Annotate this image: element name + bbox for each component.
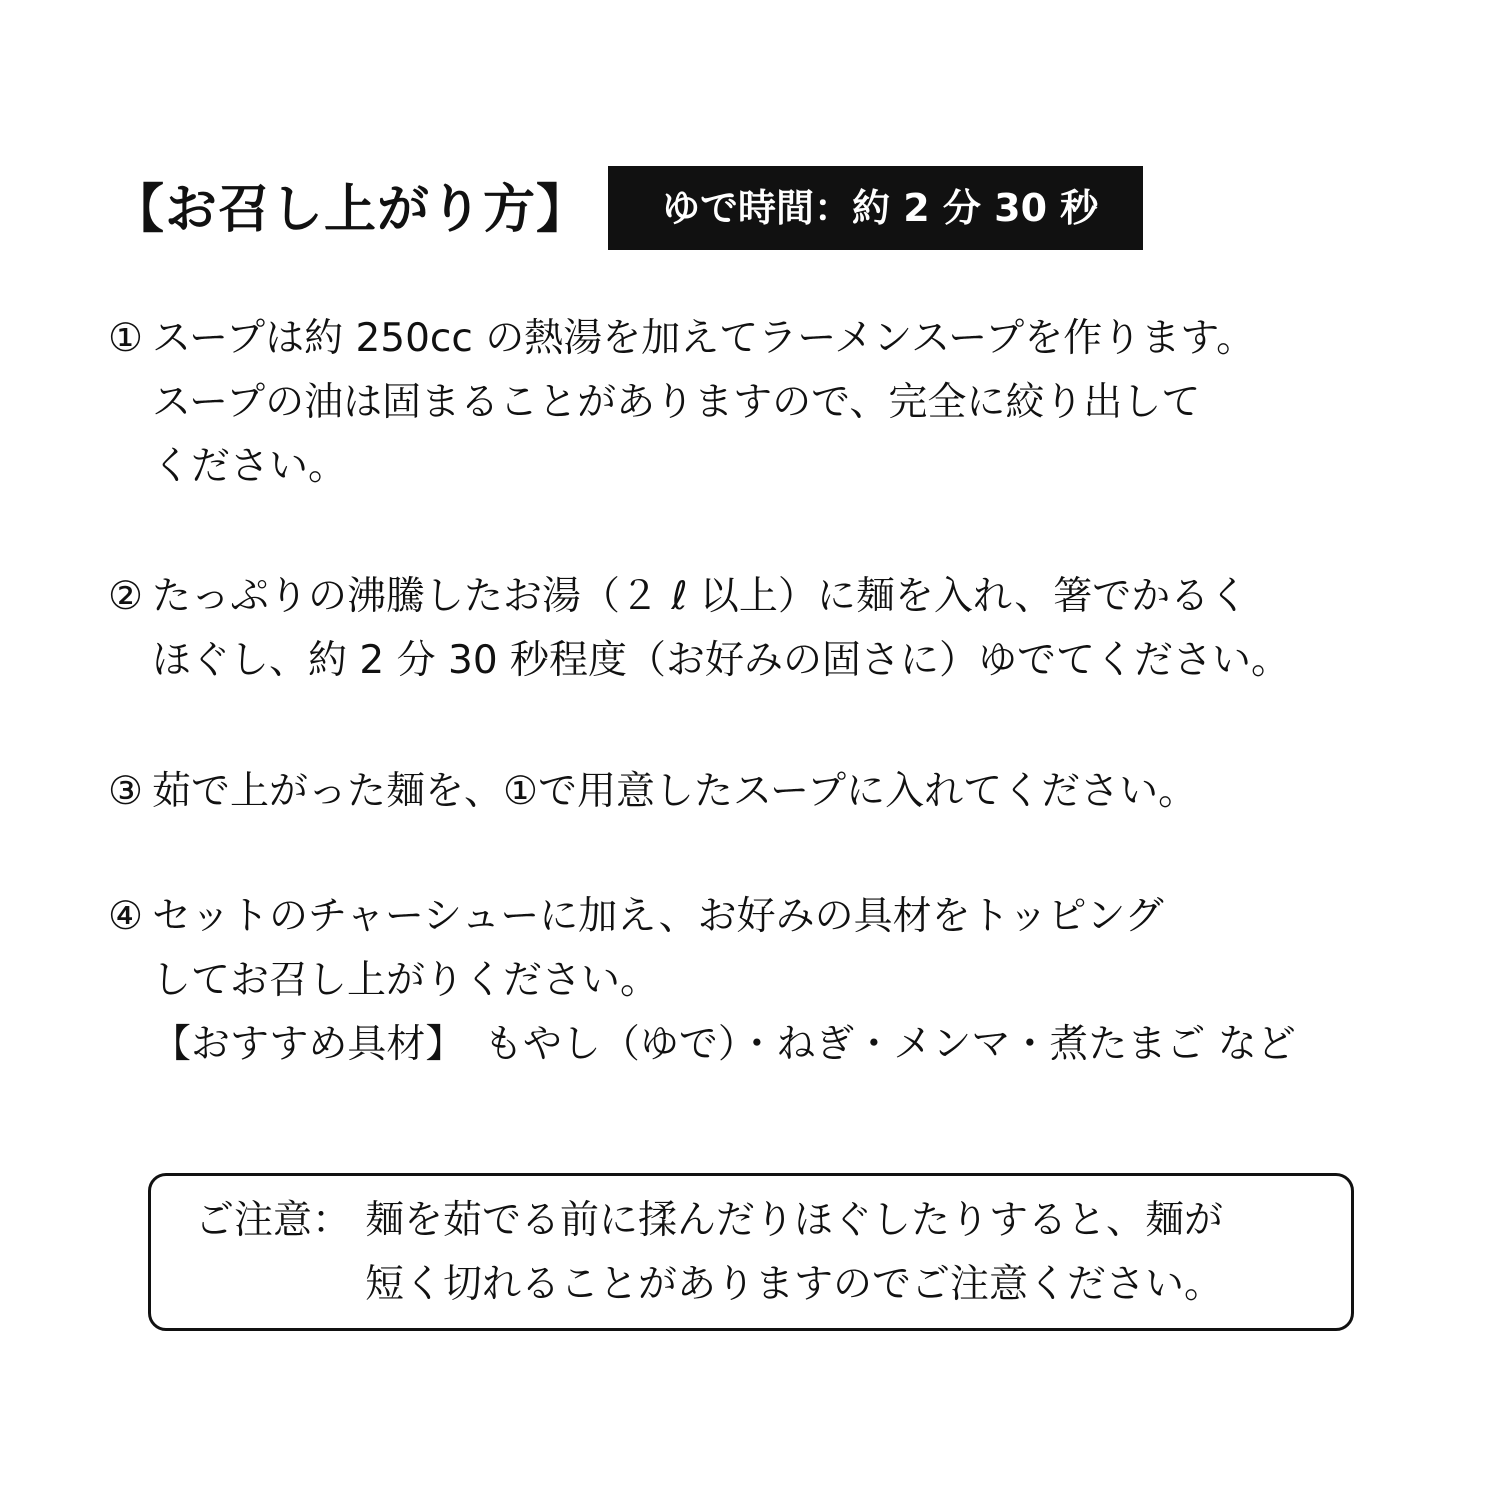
caution-box xyxy=(148,1173,1354,1331)
step-number: ① xyxy=(108,316,143,361)
step-3-line-1: ③ 茹で上がった麺を、①で用意したスープに入れてください。 xyxy=(108,760,1197,824)
step-number: ④ xyxy=(108,894,143,939)
step-1-line-3: ください。 xyxy=(152,444,348,489)
step-4-line-2: してお召し上がりください。 xyxy=(152,958,660,1003)
caution-line-1: 麺を茹でる前に揉んだりほぐしたりすると、麺が xyxy=(365,1198,1224,1243)
step-1 xyxy=(108,307,1255,499)
step-4 xyxy=(108,885,1296,1077)
step-1-line-1: ① スープは約 250cc の熱湯を加えてラーメンスープを作ります。 xyxy=(108,307,1255,371)
step-2-line-1: ② たっぷりの沸騰したお湯（２ ℓ 以上）に麺を入れ、箸でかるく xyxy=(108,565,1290,629)
caution-label: ご注意： xyxy=(195,1198,352,1243)
caution-line-2: 短く切れることがありますのでご注意ください。 xyxy=(365,1262,1224,1307)
step-number: ② xyxy=(108,574,143,619)
step-4-line-1: ④ セットのチャーシューに加え、お好みの具材をトッピング xyxy=(108,885,1296,949)
step-number: ③ xyxy=(108,769,143,814)
caution-text xyxy=(365,1189,1223,1317)
step-2 xyxy=(108,565,1290,693)
recommended-toppings: 【おすすめ具材】 もやし（ゆで）・ねぎ・メンマ・煮たまご など xyxy=(152,1022,1296,1067)
step-3 xyxy=(108,760,1197,824)
page-title: 【お召し上がり方】 xyxy=(112,180,590,240)
boil-time-badge: ゆで時間：約 2 分 30 秒 xyxy=(608,166,1143,250)
step-2-line-2: ほぐし、約 2 分 30 秒程度（お好みの固さに）ゆでてください。 xyxy=(152,638,1291,683)
step-1-line-2: スープの油は固まることがありますので、完全に絞り出して xyxy=(152,380,1201,425)
